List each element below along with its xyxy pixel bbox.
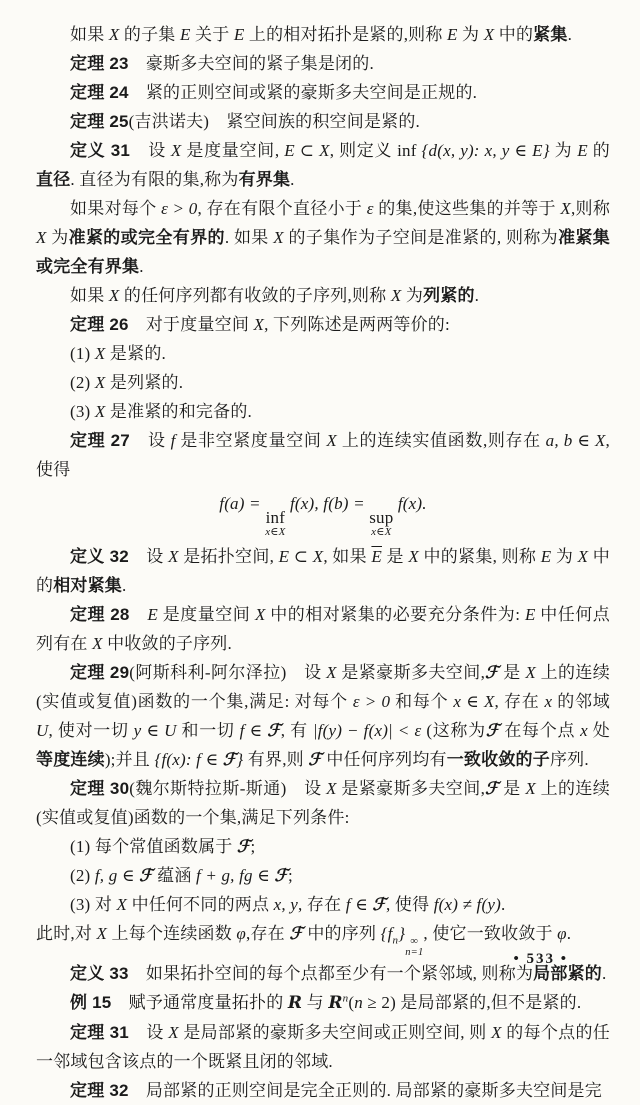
- text-segment: f(x), f(b) =: [285, 494, 370, 513]
- text-segment: 局部紧的: [533, 963, 602, 983]
- text-segment: (2): [70, 373, 95, 392]
- text-segment: X: [94, 402, 106, 421]
- text-segment: ,则称: [570, 199, 611, 218]
- text-segment: X: [253, 315, 265, 334]
- text-segment: X: [577, 546, 589, 566]
- text-segment: [130, 605, 148, 624]
- text-segment: 定理 29: [70, 662, 130, 682]
- text-segment: , 如果: [323, 546, 372, 566]
- text-segment: E: [524, 604, 536, 624]
- text-segment: 是紧豪斯多夫空间,: [336, 662, 486, 682]
- text-segment: , 使对一切: [48, 720, 134, 740]
- text-segment: 是: [498, 778, 526, 798]
- text-segment: 例 15: [70, 992, 112, 1012]
- text-segment: ,使得: [36, 431, 610, 479]
- text-segment: 定理 23: [70, 54, 129, 73]
- text-segment: f(a) =: [219, 494, 266, 513]
- text-segment: φ: [236, 923, 247, 943]
- text-segment: );并且: [104, 749, 155, 769]
- text-segment: 对于度量空间: [128, 315, 254, 334]
- paragraph: [36, 107, 610, 136]
- text-segment: 定理 24: [70, 83, 129, 102]
- text-segment: , 存在: [494, 691, 545, 711]
- paragraph: [36, 658, 610, 774]
- text-segment: E ⊂ X: [278, 546, 324, 566]
- text-segment: (: [348, 992, 355, 1012]
- text-segment: E: [179, 25, 191, 44]
- text-segment: {f(x): f ∈: [154, 749, 223, 769]
- text-segment: 此时,对: [36, 923, 97, 943]
- text-segment: 有界集: [238, 170, 291, 189]
- paragraph: [36, 542, 610, 600]
- text-segment: (1): [70, 344, 95, 363]
- text-segment: f ∈: [345, 894, 373, 914]
- text-segment: , 使得: [385, 894, 434, 914]
- text-segment: φ: [557, 923, 567, 943]
- text-segment: ε > 0: [161, 199, 198, 218]
- paragraph: [36, 1018, 610, 1076]
- text-segment: 在每个点: [499, 720, 581, 740]
- text-segment: 局部紧的正则空间是完全正则的. 局部紧的豪斯多夫空间是完: [128, 1080, 602, 1100]
- text-segment: .: [290, 170, 295, 189]
- text-segment: (吉洪诺夫) 紧空间族的积空间是紧的.: [128, 112, 421, 131]
- text-segment: X: [116, 894, 128, 914]
- text-segment: f + g, fg ∈: [195, 865, 275, 885]
- text-segment: 定理 25: [70, 112, 129, 131]
- text-segment: f(x) ≠ f(y): [433, 894, 501, 914]
- text-segment: .: [566, 923, 572, 943]
- text-segment: ℱ: [139, 865, 153, 885]
- text-segment: x: [580, 720, 588, 740]
- text-segment: 设: [129, 431, 171, 450]
- text-segment: 为: [549, 141, 578, 160]
- text-segment: x, y: [273, 894, 299, 914]
- text-segment: 设: [130, 141, 171, 160]
- text-segment: 定义 32: [70, 546, 129, 566]
- text-segment: 准紧集或完全有界集: [36, 228, 610, 276]
- text-segment: 是紧豪斯多夫空间,: [336, 778, 486, 798]
- text-segment: ε > 0: [352, 691, 391, 711]
- text-segment: ;: [287, 865, 293, 885]
- text-segment: 中的紧集, 则称: [418, 546, 541, 566]
- text-segment: (2): [70, 865, 95, 885]
- text-segment: 的子集: [119, 25, 180, 44]
- paragraph: [36, 78, 610, 107]
- paragraph: [36, 774, 610, 832]
- text-segment: $\overline{E}$: [371, 546, 382, 566]
- formula: [36, 484, 610, 542]
- text-segment: 关于: [190, 25, 234, 44]
- text-segment: R: [328, 992, 343, 1013]
- text-segment: E: [147, 604, 158, 624]
- text-segment: 如果拓扑空间的每个点都至少有一个紧邻域, 则称为: [128, 963, 534, 983]
- text-segment: {d(x, y): x, y ∈ E}: [421, 141, 550, 160]
- text-segment: , 存在: [298, 894, 346, 914]
- text-segment: , 存在有限个直径小于: [197, 199, 367, 218]
- text-segment: 中的: [494, 25, 534, 44]
- text-segment: 定理 30: [70, 778, 130, 798]
- text-segment: X: [408, 546, 419, 566]
- text-segment: 和每个: [390, 691, 454, 711]
- text-segment: 中任何序列均有: [321, 749, 447, 769]
- text-segment: 中的序列: [302, 923, 381, 943]
- text-segment: U: [36, 720, 49, 740]
- text-segment: . 直径为有限的集,称为: [70, 170, 239, 189]
- text-segment: 是列紧的.: [105, 373, 184, 392]
- text-segment: 定理 27: [70, 431, 130, 450]
- text-segment: a, b ∈ X: [545, 431, 606, 450]
- text-segment: X: [390, 286, 402, 305]
- text-segment: 定理 28: [70, 604, 130, 624]
- text-segment: 是度量空间: [157, 604, 255, 624]
- text-segment: 设: [128, 1022, 169, 1042]
- paragraph: [36, 368, 610, 397]
- text-segment: X: [483, 25, 495, 44]
- text-segment: (3): [70, 402, 95, 421]
- text-segment: 定理 32: [70, 1080, 129, 1100]
- text-segment: 中的: [36, 546, 610, 595]
- text-segment: ℱ: [372, 894, 386, 914]
- text-segment: .: [601, 963, 607, 983]
- text-segment: X: [491, 1022, 502, 1042]
- text-segment: , 有: [280, 720, 313, 740]
- paragraph: [36, 339, 610, 368]
- text-segment: 准紧的或完全有界的: [68, 228, 225, 247]
- text-segment: .: [139, 257, 144, 276]
- text-segment: {f: [380, 923, 393, 943]
- text-segment: , 则定义 inf: [329, 141, 422, 160]
- text-segment: 上的连续(实值或复值)函数的一个集,满足: 对每个: [36, 662, 610, 711]
- text-segment: (魏尔斯特拉斯-斯通) 设: [129, 778, 327, 798]
- text-segment: 有界,则: [243, 749, 309, 769]
- paragraph: [36, 136, 610, 194]
- text-segment: 相对紧集: [53, 575, 123, 595]
- text-segment: }: [398, 923, 406, 943]
- text-segment: 是局部紧的豪斯多夫空间或正则空间, 则: [178, 1022, 492, 1042]
- text-segment: 处: [587, 720, 611, 740]
- text-segment: y ∈ U: [133, 720, 177, 740]
- text-segment: (阿斯科利-阿尔泽拉) 设: [129, 662, 327, 682]
- text-segment: X: [36, 228, 47, 247]
- text-segment: (1) 每个常值函数属于: [70, 836, 237, 856]
- paragraph: [36, 194, 610, 281]
- text-segment: f, g ∈: [94, 865, 140, 885]
- paragraph: [36, 890, 610, 919]
- text-segment: X: [92, 633, 103, 653]
- text-segment: ε: [366, 199, 374, 218]
- paragraph: [36, 832, 610, 861]
- text-segment: X: [326, 431, 337, 450]
- text-segment: 上的相对拓扑是紧的,则称: [244, 25, 448, 44]
- text-segment: ;: [250, 836, 256, 856]
- text-segment: .: [474, 286, 480, 305]
- text-segment: 的子集作为子空间是准紧的, 则称为: [283, 228, 559, 247]
- text-segment: 列紧的: [423, 286, 475, 305]
- text-segment: 定理 31: [70, 1022, 129, 1042]
- text-segment: 是紧的.: [105, 344, 166, 363]
- text-segment: ℱ: [267, 720, 281, 740]
- text-segment: 紧的正则空间或紧的豪斯多夫空间是正规的.: [128, 83, 478, 102]
- text-segment: ℱ: [485, 662, 499, 682]
- text-segment: n: [392, 934, 399, 947]
- text-segment: 如果: [70, 25, 109, 44]
- sup-operator: sup x∈X: [369, 508, 394, 539]
- text-segment: X: [96, 923, 108, 943]
- page-number: • 533 •: [513, 951, 568, 967]
- text-segment: 与: [302, 992, 329, 1012]
- text-segment: 为: [46, 228, 69, 247]
- text-segment: |f(y) − f(x)| < ε: [312, 720, 422, 740]
- text-segment: E ⊂ X: [284, 141, 330, 160]
- text-segment: E: [540, 546, 552, 566]
- text-segment: E: [577, 141, 588, 160]
- text-segment: 是拓扑空间,: [178, 546, 279, 566]
- text-segment: X: [326, 778, 337, 798]
- paragraph: [36, 49, 610, 78]
- text-segment: 的集,使这些集的并等于: [373, 199, 561, 218]
- paragraph: [36, 600, 610, 658]
- text-segment: 赋予通常度量拓扑的: [111, 992, 288, 1012]
- paragraph: [36, 20, 610, 49]
- text-segment: f: [170, 431, 176, 450]
- text-segment: f ∈: [239, 720, 268, 740]
- text-segment: 是准紧的和完备的.: [105, 402, 252, 421]
- text-segment: 序列.: [549, 749, 589, 769]
- text-segment: X: [94, 344, 106, 363]
- text-segment: X: [273, 228, 284, 247]
- text-segment: ,存在: [246, 923, 290, 943]
- text-segment: .: [122, 575, 127, 595]
- text-segment: 为: [457, 25, 484, 44]
- paragraph: [36, 281, 610, 310]
- text-segment: 上的连续(实值或复值)函数的一个集,满足下列条件:: [36, 778, 610, 827]
- text-segment: X: [168, 1022, 179, 1042]
- text-segment: X: [108, 25, 120, 44]
- inf-operator: inf x∈X: [265, 508, 286, 539]
- text-segment: ℱ: [289, 923, 303, 943]
- text-segment: ℱ: [236, 836, 251, 856]
- text-segment: }: [236, 749, 244, 769]
- text-segment: X: [525, 778, 536, 798]
- text-segment: f(x).: [393, 494, 427, 513]
- text-segment: 和一切: [176, 720, 240, 740]
- text-segment: X: [170, 141, 182, 160]
- text-segment: x: [544, 691, 553, 711]
- text-segment: 豪斯多夫空间的紧子集是闭的.: [128, 54, 374, 73]
- text-segment: 如果对每个: [70, 199, 162, 218]
- text-segment: 的任何序列都有收敛的子序列,则称: [119, 286, 391, 305]
- text-segment: n: [354, 992, 363, 1012]
- text-segment: 设: [128, 546, 169, 566]
- paragraph: [36, 1076, 610, 1105]
- text-segment: .: [567, 25, 573, 44]
- page-content: [36, 20, 610, 1105]
- text-segment: 为: [551, 546, 578, 566]
- text-segment: X: [108, 286, 120, 305]
- text-segment: . 如果: [224, 228, 274, 247]
- text-segment: (3) 对: [70, 894, 117, 914]
- text-segment: X: [525, 662, 536, 682]
- text-segment: X: [168, 546, 179, 566]
- text-segment: 的每个点的任一邻域包含该点的一个既紧且闭的邻域.: [36, 1022, 610, 1071]
- text-segment: ℱ: [274, 865, 288, 885]
- paragraph: [36, 861, 610, 890]
- text-segment: (这称为: [421, 720, 486, 740]
- paragraph: [36, 988, 610, 1018]
- text-segment: , 下列陈述是两两等价的:: [264, 315, 450, 334]
- text-segment: ≥ 2) 是局部紧的,但不是紧的.: [362, 992, 582, 1012]
- text-segment: , 使它一致收敛于: [423, 923, 558, 943]
- text-segment: ℱ: [485, 778, 499, 798]
- text-segment: ℱ: [308, 749, 322, 769]
- text-segment: X: [326, 662, 337, 682]
- text-segment: ℱ: [222, 749, 237, 769]
- text-segment: 中的相对紧集的必要充分条件为:: [265, 604, 525, 624]
- text-segment: 是: [498, 662, 526, 682]
- text-segment: 定义 33: [70, 963, 129, 983]
- text-segment: R: [287, 992, 303, 1013]
- text-segment: ℱ: [485, 720, 500, 740]
- text-segment: 蕴涵: [152, 865, 196, 885]
- text-segment: n: [342, 991, 349, 1004]
- text-segment: X: [94, 373, 106, 392]
- text-segment: 定理 26: [70, 315, 129, 334]
- text-segment: 紧集: [533, 25, 568, 44]
- text-segment: 中收敛的子序列.: [102, 633, 232, 653]
- text-segment: 是度量空间,: [181, 141, 285, 160]
- text-segment: 一致收敛的子: [446, 749, 550, 769]
- text-segment: 定义 31: [70, 141, 131, 160]
- text-segment: 为: [401, 286, 424, 305]
- text-segment: X: [560, 199, 571, 218]
- text-segment: E: [447, 25, 458, 44]
- text-segment: .: [500, 894, 506, 914]
- text-segment: 是: [382, 546, 409, 566]
- text-segment: 的邻域: [552, 691, 610, 711]
- text-segment: 等度连续: [36, 749, 105, 769]
- text-segment: x ∈ X: [453, 691, 495, 711]
- paragraph: [36, 426, 610, 484]
- paragraph: [36, 310, 610, 339]
- text-segment: 如果: [70, 286, 109, 305]
- text-segment: 是非空紧度量空间: [175, 431, 327, 450]
- text-segment: 的: [587, 141, 611, 160]
- text-segment: 上的连续实值函数,则存在: [336, 431, 546, 450]
- sub-sup-stack: ∞ n=1: [405, 935, 424, 959]
- text-segment: 中任何点列有在: [36, 604, 611, 653]
- text-segment: 直径: [36, 170, 71, 189]
- text-segment: 中任何不同的两点: [127, 894, 274, 914]
- paragraph: [36, 397, 610, 426]
- text-segment: 上每个连续函数: [107, 923, 237, 943]
- text-segment: E: [233, 25, 245, 44]
- text-segment: X: [254, 604, 266, 624]
